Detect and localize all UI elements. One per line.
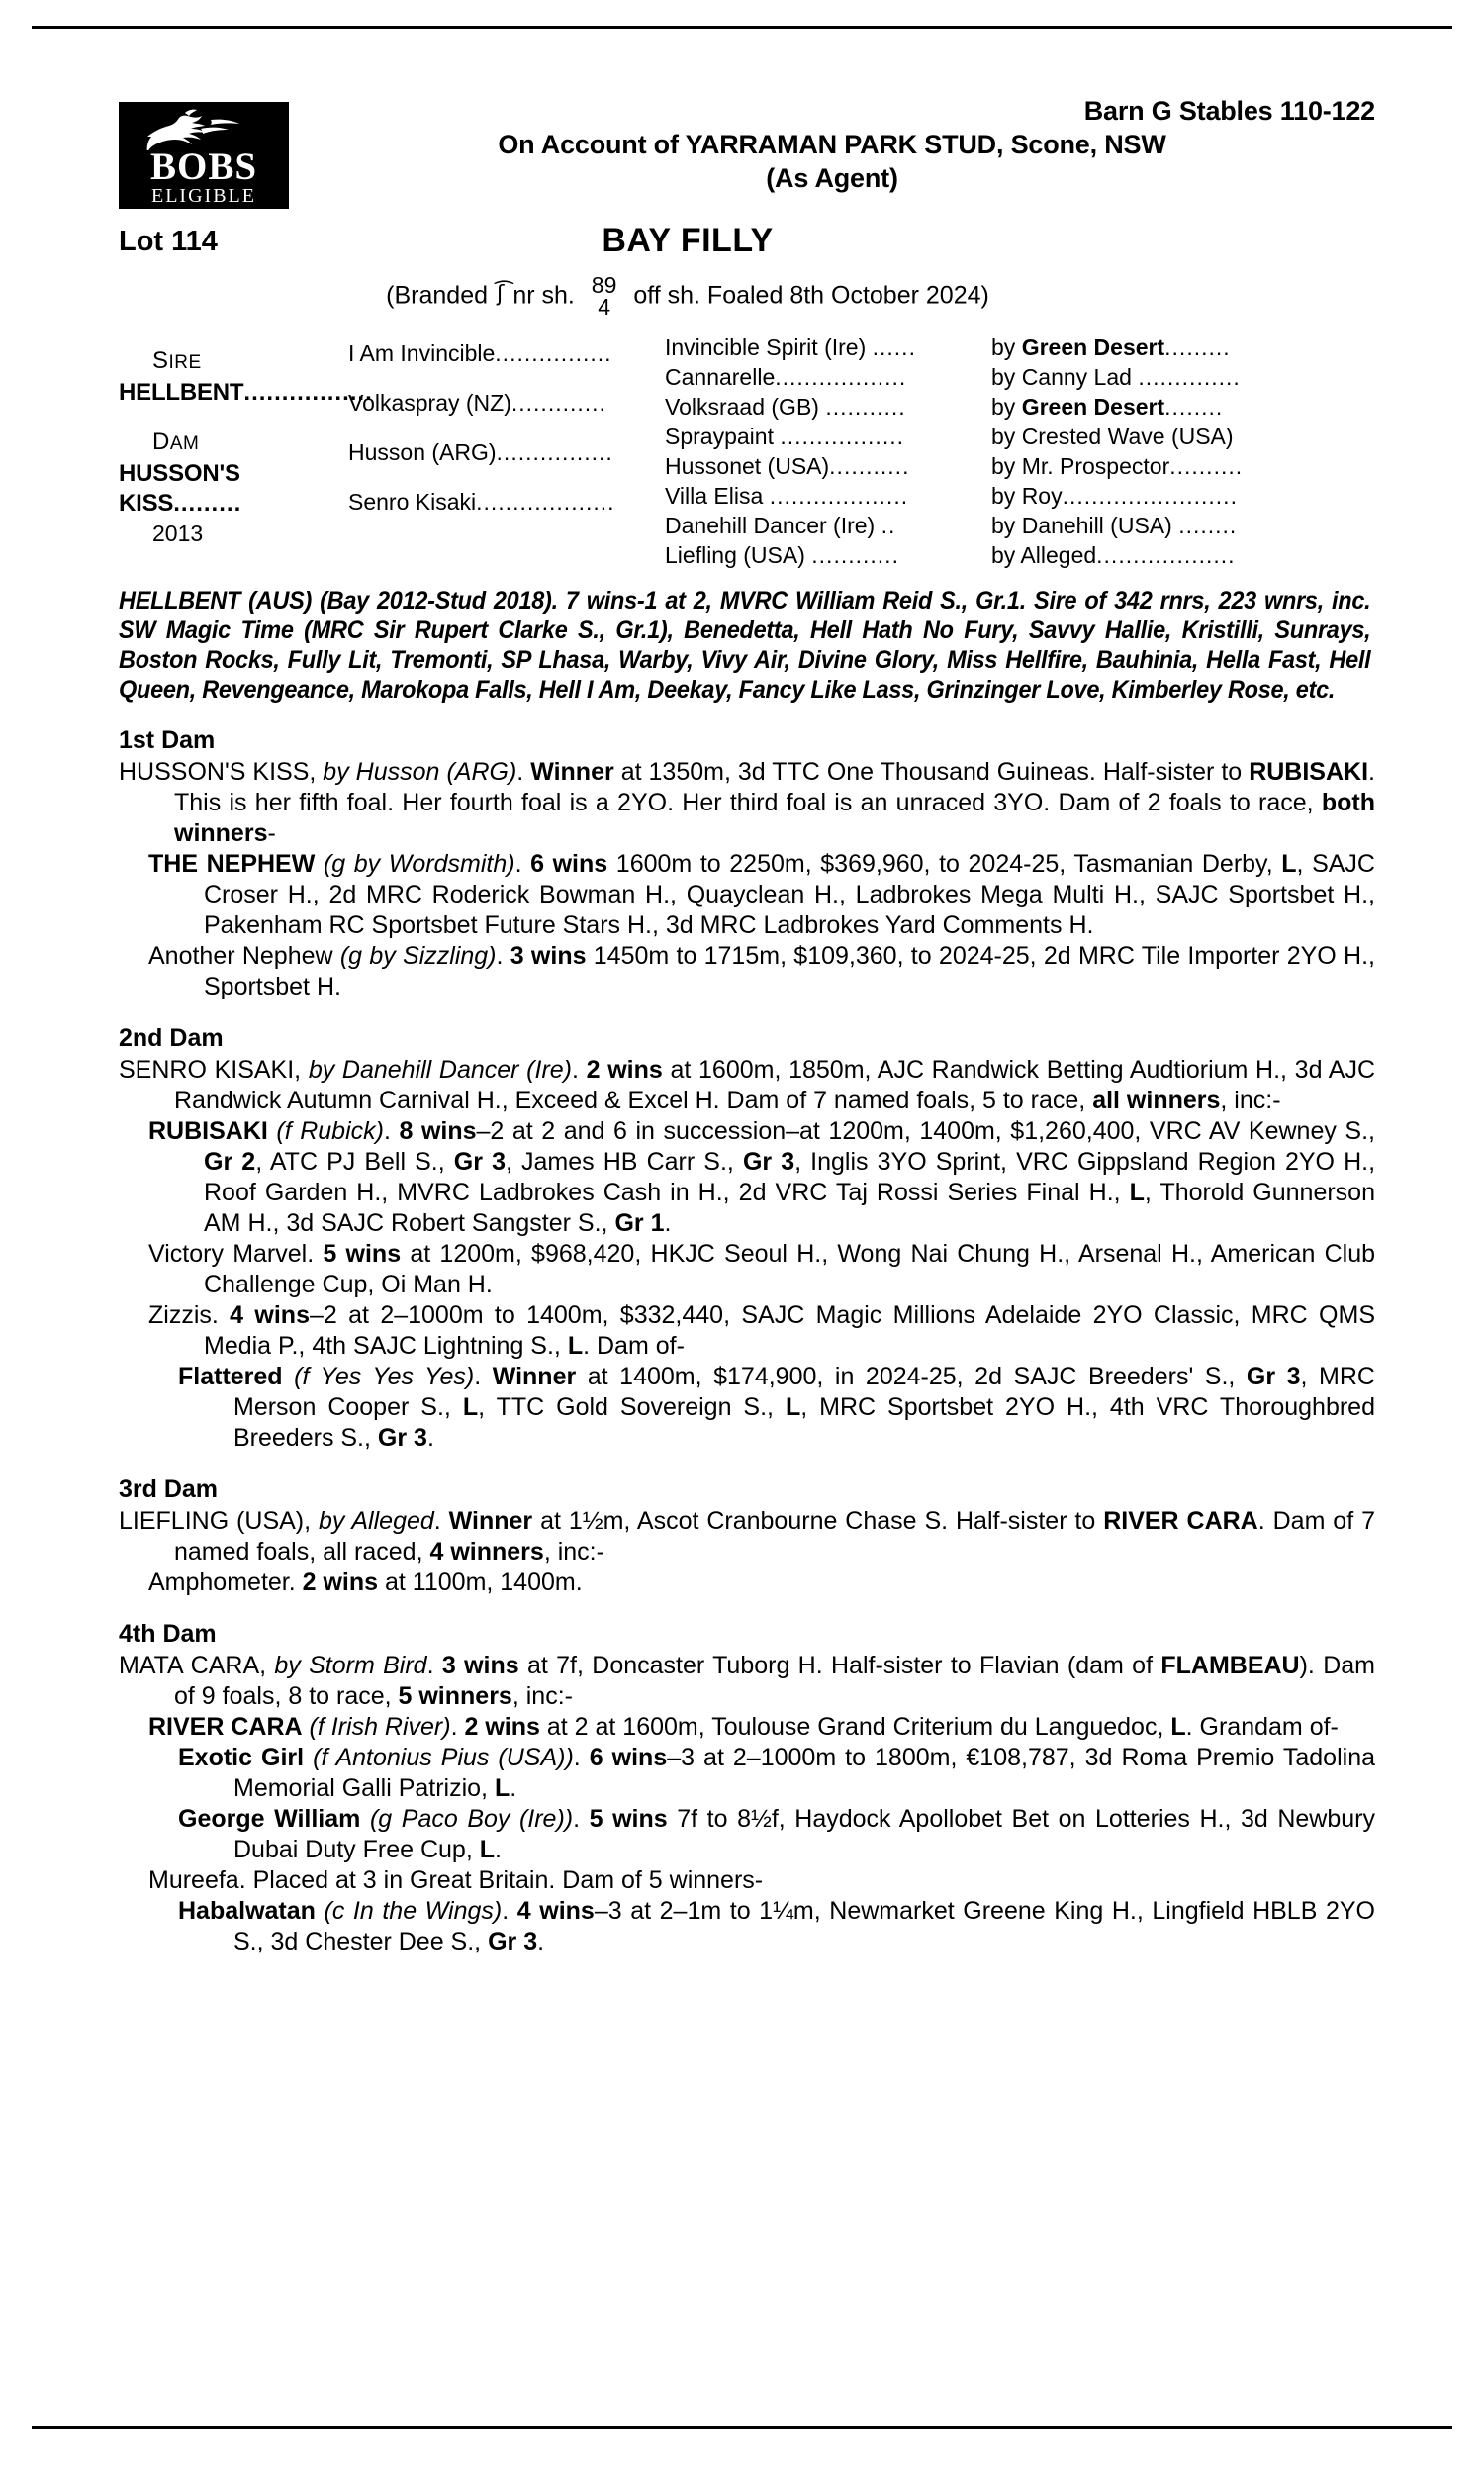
brand-prefix: (Branded: [386, 281, 489, 310]
brand-fraction-denominator: 4: [598, 294, 610, 320]
pedigree-entry: Flattered (f Yes Yes Yes). Winner at 1400m, $174,900, in 2024-25, 2d SAJC Breeders' S., Gr 3, MRC Merson Cooper S., L, TTC Gold Sovereign S., L, MRC Sportsbet 2YO H., 4th VRC Thoroughbred Breeders S., Gr 3.: [178, 1363, 1375, 1452]
page-title: BAY FILLY: [602, 222, 774, 259]
bottom-rule: [32, 2426, 1452, 2429]
account-vendor-label: On Account of YARRAMAN PARK STUD, Scone, NSW: [498, 130, 1166, 159]
pedigree-gen1-column: [119, 333, 373, 570]
pedigree-entry: RIVER CARA (f Irish River). 2 wins at 2 at 1600m, Toulouse Grand Criterium du Languedoc, L. Grandam of-: [148, 1713, 1339, 1741]
pedigree-entry: George William (g Paco Boy (Ire)). 5 wins 7f to 8½f, Haydock Apollobet Bet on Lotteries H., 3d Newbury Dubai Duty Free Cup, L.: [178, 1805, 1375, 1863]
pedigree-entry: MATA CARA, by Storm Bird. 3 wins at 7f, Doncaster Tuborg H. Half-sister to Flavian (dam of FLAMBEAU). Dam of 9 foals, 8 to race, 5 winners, inc:-: [119, 1652, 1375, 1710]
as-agent-label: (As Agent): [766, 163, 898, 193]
bobs-eligible-logo: [119, 102, 289, 209]
dam-dots: .........: [173, 490, 242, 517]
gen4-row: by Canny Lad ..............: [991, 364, 1241, 390]
pedigree-gen2-column: [348, 333, 665, 570]
lot-title-row: [119, 222, 1375, 269]
brand-fraction: [592, 274, 617, 318]
pedigree-entry: Victory Marvel. 5 wins at 1200m, $968,420, HKJC Seoul H., Wong Nai Chung H., Arsenal H., American Club Challenge Cup, Oi Man H.: [148, 1240, 1375, 1298]
dam-section-heading: 1st Dam: [119, 726, 216, 754]
dam-section-heading: 2nd Dam: [119, 1024, 224, 1052]
gen3-row: Danehill Dancer (Ire) ..: [665, 513, 896, 538]
sire-summary-paragraph: HELLBENT (AUS) (Bay 2012-Stud 2018). 7 wins-1 at 2, MVRC William Reid S., Gr.1. Sire of 342 rnrs, 223 wnrs, inc. SW Magic Time (MRC Sir Rupert Clarke S., Gr.1), Benedetta, Hell Hath No Fury, Savvy Hallie, Kristilli, Sunrays, Boston Rocks, Fully Lit, Tremonti, SP Lhasa, Warby, Vivy Air, Divine Glory, Miss Hellfire, Bauhinia, Hella Fast, Hell Queen, Revengeance, Marokopa Falls, Hell I Am, Deekay, Fancy Like Lass, Grinzinger Love, Kimberley Rose, etc.: [119, 587, 1371, 704]
gen2-row: Senro Kisaki...................: [348, 489, 615, 515]
gen3-row: Spraypaint .................: [665, 424, 904, 449]
pedigree-gen4-column: [991, 333, 1375, 570]
pedigree-entry: Zizzis. 4 wins–2 at 2–1000m to 1400m, $332,440, SAJC Magic Millions Adelaide 2YO Classic, MRC QMS Media P., 4th SAJC Lightning S., L. Dam of-: [148, 1301, 1375, 1360]
pedigree-entry: THE NEPHEW (g by Wordsmith). 6 wins 1600m to 2250m, $369,960, to 2024-25, Tasmanian Derby, L, SAJC Croser H., 2d MRC Roderick Bowman H., Quayclean H., Ladbrokes Mega Multi H., SAJC Sportsbet H., Pakenham RC Sportsbet Future Stars H., 3d MRC Ladbrokes Yard Comments H.: [148, 850, 1375, 939]
gen4-row: by Mr. Prospector..........: [991, 453, 1244, 479]
gen4-row: by Roy........................: [991, 483, 1238, 509]
dam-block: [119, 428, 348, 548]
page-header: [119, 94, 1375, 218]
horse-head-icon: [141, 107, 266, 150]
pedigree-entry: Amphometer. 2 wins at 1100m, 1400m.: [148, 1569, 583, 1596]
gen4-row: by Crested Wave (USA): [991, 424, 1234, 449]
page-content: [119, 94, 1375, 1957]
pedigree-entry: HUSSON'S KISS, by Husson (ARG). Winner at 1350m, 3d TTC One Thousand Guineas. Half-sister to RUBISAKI. This is her fifth foal. Her fourth foal is a 2YO. Her third foal is an unraced 3YO. Dam of 2 foals to race, both winners-: [119, 758, 1375, 847]
gen3-row: Invincible Spirit (Ire) ......: [665, 334, 916, 360]
dam-sections: [119, 726, 1375, 1957]
gen3-row: Villa Elisa ...................: [665, 483, 909, 509]
gen2-row: Volkaspray (NZ).............: [348, 390, 606, 416]
gen3-row: Hussonet (USA)...........: [665, 453, 910, 479]
gen4-row: by Alleged...................: [991, 542, 1236, 568]
gen3-row: Volksraad (GB) ...........: [665, 394, 906, 420]
pedigree-entry: Another Nephew (g by Sizzling). 3 wins 1450m to 1715m, $109,360, to 2024-25, 2d MRC Tile Importer 2YO H., Sportsbet H.: [148, 942, 1375, 1000]
dam-year: 2013: [152, 521, 204, 546]
pedigree-table: [119, 333, 1375, 570]
pedigree-entry: SENRO KISAKI, by Danehill Dancer (Ire). 2 wins at 1600m, 1850m, AJC Randwick Betting Audtiorium H., 3d AJC Randwick Autumn Carnival H., Exceed & Excel H. Dam of 7 named foals, 5 to race, all winners, inc:-: [119, 1056, 1376, 1114]
barn-stables-label: Barn G Stables 110-122: [1083, 96, 1375, 126]
header-text-block: [289, 94, 1375, 195]
dam-section-heading: 4th Dam: [119, 1620, 217, 1648]
gen2-row: Husson (ARG)................: [348, 439, 613, 465]
sire-dots: .................: [243, 379, 373, 406]
pedigree-gen3-column: [665, 333, 991, 570]
sire-label: SIRE: [152, 347, 202, 374]
gen4-row: by Green Desert.........: [991, 334, 1231, 360]
pedigree-entry: LIEFLING (USA), by Alleged. Winner at 1½m, Ascot Cranbourne Chase S. Half-sister to RIVER CARA. Dam of 7 named foals, all raced, 4 winners, inc:-: [119, 1507, 1375, 1566]
gen4-row: by Danehill (USA) ........: [991, 513, 1238, 538]
sire-name: HELLBENT.................: [119, 379, 373, 406]
sire-block: [119, 346, 373, 408]
dam-section-heading: 3rd Dam: [119, 1475, 219, 1503]
top-rule: [32, 26, 1452, 29]
brand-suffix: off sh. Foaled 8th October 2024): [633, 281, 989, 310]
branding-line: [119, 272, 1375, 320]
gen2-row: I Am Invincible................: [348, 340, 612, 366]
pedigree-entry: RUBISAKI (f Rubick). 8 wins–2 at 2 and 6 in succession–at 1200m, 1400m, $1,260,400, VRC AV Kewney S., Gr 2, ATC PJ Bell S., Gr 3, James HB Carr S., Gr 3, Inglis 3YO Sprint, VRC Gippsland Region 2YO H., Roof Garden H., MVRC Ladbrokes Cash in H., 2d VRC Taj Rossi Series Final H., L, Thorold Gunnerson AM H., 3d SAJC Robert Sangster S., Gr 1.: [148, 1117, 1376, 1237]
bobs-wordmark: BOBS: [149, 145, 258, 188]
gen4-row: by Green Desert........: [991, 394, 1224, 420]
gen3-row: Liefling (USA) ............: [665, 542, 899, 568]
gen3-row: Cannarelle..................: [665, 364, 907, 390]
bobs-eligible-subtext: ELIGIBLE: [151, 185, 256, 207]
brand-fraction-numerator: 89: [591, 272, 617, 298]
brand-near-shoulder: nr sh.: [512, 281, 575, 310]
dam-label: DAM: [152, 428, 200, 455]
pedigree-entry: Habalwatan (c In the Wings). 4 wins–3 at 2–1m to 1¼m, Newmarket Greene King H., Lingfield HBLB 2YO S., 3d Chester Dee S., Gr 3.: [178, 1897, 1375, 1955]
pedigree-entry: Exotic Girl (f Antonius Pius (USA)). 6 wins–3 at 2–1000m to 1800m, €108,787, 3d Roma Premio Tadolina Memorial Galli Patrizio, L.: [178, 1744, 1375, 1802]
dam-name: HUSSON'S KISS.........: [119, 460, 242, 517]
brand-symbol-icon: ʃ͡: [496, 281, 505, 307]
lot-number: Lot 114: [119, 226, 218, 257]
pedigree-entry: Mureefa. Placed at 3 in Great Britain. Dam of 5 winners-: [148, 1866, 764, 1894]
